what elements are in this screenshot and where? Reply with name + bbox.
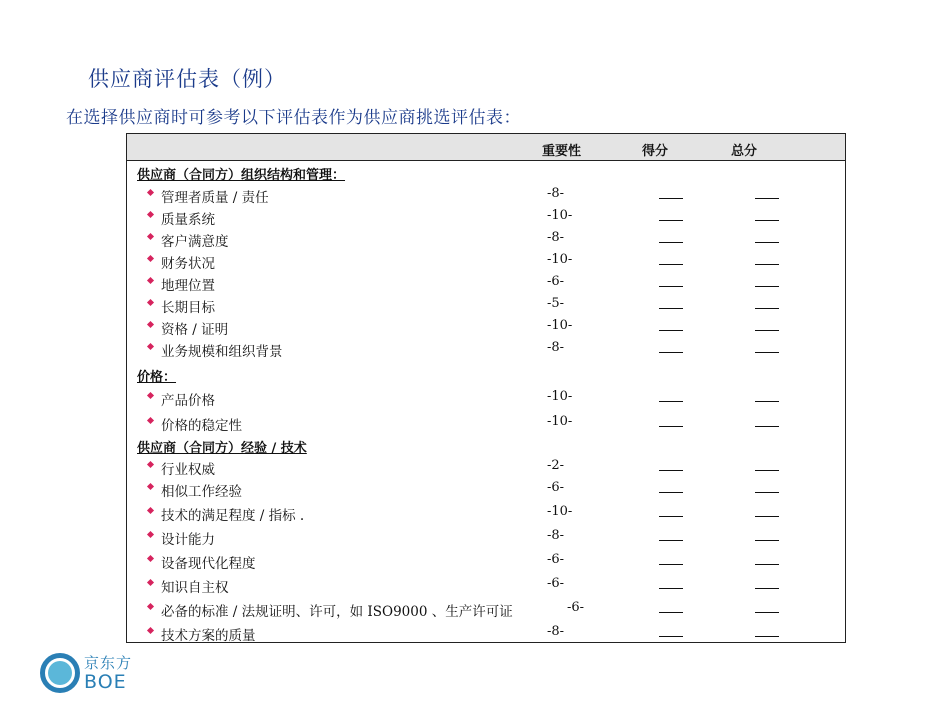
- item-name: 技术方案的质量: [161, 628, 256, 644]
- item-weight: -10-: [547, 504, 573, 519]
- bullet-icon: [147, 627, 154, 634]
- bullet-icon: [147, 603, 154, 610]
- table-row: [127, 414, 845, 434]
- item-weight: -6-: [567, 600, 585, 615]
- item-weight: -10-: [547, 252, 573, 267]
- item-weight: -6-: [547, 274, 565, 289]
- total-blank[interactable]: [755, 220, 779, 221]
- boe-logo: [40, 651, 160, 697]
- item-weight: -8-: [547, 230, 565, 245]
- total-blank[interactable]: [755, 198, 779, 199]
- table-row: [127, 186, 845, 206]
- score-blank[interactable]: [659, 426, 683, 427]
- logo-core-icon: [48, 661, 72, 685]
- item-name: 业务规模和组织背景: [161, 344, 283, 360]
- bullet-icon: [147, 299, 154, 306]
- header-total: 总分: [731, 144, 758, 159]
- bullet-icon: [147, 417, 154, 424]
- item-name: 相似工作经验: [161, 484, 242, 500]
- item-weight: -8-: [547, 186, 565, 201]
- item-weight: -6-: [547, 576, 565, 591]
- table-row: [127, 624, 845, 644]
- bullet-icon: [147, 507, 154, 514]
- total-blank[interactable]: [755, 588, 779, 589]
- item-weight: -6-: [547, 480, 565, 495]
- bullet-icon: [147, 211, 154, 218]
- page-subtitle: 在选择供应商时可参考以下评估表作为供应商挑选评估表：: [66, 108, 521, 128]
- table-row: [127, 252, 845, 272]
- item-weight: -10-: [547, 208, 573, 223]
- score-blank[interactable]: [659, 492, 683, 493]
- table-row: [127, 458, 845, 478]
- total-blank[interactable]: [755, 492, 779, 493]
- bullet-icon: [147, 233, 154, 240]
- item-name: 设计能力: [161, 532, 215, 548]
- score-blank[interactable]: [659, 564, 683, 565]
- logo-text-cn: 京东方: [84, 654, 133, 672]
- score-blank[interactable]: [659, 516, 683, 517]
- table-row: [127, 208, 845, 228]
- total-blank[interactable]: [755, 242, 779, 243]
- bullet-icon: [147, 321, 154, 328]
- total-blank[interactable]: [755, 330, 779, 331]
- total-blank[interactable]: [755, 516, 779, 517]
- table-row: [127, 340, 845, 360]
- item-name: 管理者质量 / 责任: [161, 190, 269, 206]
- item-name: 质量系统: [161, 212, 215, 228]
- total-blank[interactable]: [755, 286, 779, 287]
- page-title: 供应商评估表（例）: [88, 67, 286, 91]
- table-row: [127, 504, 845, 524]
- item-weight: -8-: [547, 624, 565, 639]
- total-blank[interactable]: [755, 540, 779, 541]
- total-blank[interactable]: [755, 401, 779, 402]
- total-blank[interactable]: [755, 426, 779, 427]
- item-weight: -6-: [547, 552, 565, 567]
- section-label-experience: 供应商（合同方）经验 / 技术: [137, 441, 307, 456]
- evaluation-table: [126, 133, 846, 643]
- table-row: [127, 274, 845, 294]
- table-row: [127, 600, 845, 620]
- bullet-icon: [147, 255, 154, 262]
- score-blank[interactable]: [659, 470, 683, 471]
- item-name: 长期目标: [161, 300, 215, 316]
- table-row: [127, 528, 845, 548]
- item-name: 行业权威: [161, 462, 215, 478]
- item-name: 价格的稳定性: [161, 418, 242, 434]
- total-blank[interactable]: [755, 612, 779, 613]
- total-blank[interactable]: [755, 308, 779, 309]
- item-name: 设备现代化程度: [161, 556, 256, 572]
- score-blank[interactable]: [659, 308, 683, 309]
- score-blank[interactable]: [659, 286, 683, 287]
- bullet-icon: [147, 343, 154, 350]
- bullet-icon: [147, 483, 154, 490]
- score-blank[interactable]: [659, 220, 683, 221]
- item-name: 资格 / 证明: [161, 322, 229, 338]
- item-weight: -5-: [547, 296, 565, 311]
- section-label-organization: 供应商（合同方）组织结构和管理：: [137, 168, 346, 183]
- item-name: 必备的标准 / 法规证明、许可，如 ISO9000 、生产许可证: [161, 604, 513, 620]
- table-row: [127, 576, 845, 596]
- score-blank[interactable]: [659, 540, 683, 541]
- item-weight: -8-: [547, 528, 565, 543]
- table-row: [127, 230, 845, 250]
- table-row: [127, 389, 845, 409]
- bullet-icon: [147, 579, 154, 586]
- item-name: 客户满意度: [161, 234, 229, 250]
- score-blank[interactable]: [659, 242, 683, 243]
- table-row: [127, 318, 845, 338]
- header-importance: 重要性: [542, 144, 582, 159]
- table-row: [127, 552, 845, 572]
- section-label-price: 价格：: [137, 370, 177, 385]
- total-blank[interactable]: [755, 636, 779, 637]
- item-name: 财务状况: [161, 256, 215, 272]
- score-blank[interactable]: [659, 612, 683, 613]
- bullet-icon: [147, 277, 154, 284]
- bullet-icon: [147, 392, 154, 399]
- item-weight: -10-: [547, 389, 573, 404]
- total-blank[interactable]: [755, 264, 779, 265]
- table-row: [127, 480, 845, 500]
- item-name: 地理位置: [161, 278, 215, 294]
- item-weight: -10-: [547, 414, 573, 429]
- item-weight: -8-: [547, 340, 565, 355]
- score-blank[interactable]: [659, 352, 683, 353]
- score-blank[interactable]: [659, 264, 683, 265]
- total-blank[interactable]: [755, 352, 779, 353]
- item-name: 知识自主权: [161, 580, 229, 596]
- item-weight: -10-: [547, 318, 573, 333]
- table-header: [127, 134, 845, 161]
- score-blank[interactable]: [659, 588, 683, 589]
- total-blank[interactable]: [755, 470, 779, 471]
- bullet-icon: [147, 531, 154, 538]
- item-name: 技术的满足程度 / 指标 .: [161, 508, 305, 524]
- item-weight: -2-: [547, 458, 565, 473]
- bullet-icon: [147, 555, 154, 562]
- logo-text-en: BOE: [84, 671, 127, 693]
- score-blank[interactable]: [659, 198, 683, 199]
- score-blank[interactable]: [659, 330, 683, 331]
- item-name: 产品价格: [161, 393, 215, 409]
- header-score: 得分: [642, 144, 669, 159]
- table-row: [127, 296, 845, 316]
- score-blank[interactable]: [659, 401, 683, 402]
- total-blank[interactable]: [755, 564, 779, 565]
- bullet-icon: [147, 461, 154, 468]
- bullet-icon: [147, 189, 154, 196]
- score-blank[interactable]: [659, 636, 683, 637]
